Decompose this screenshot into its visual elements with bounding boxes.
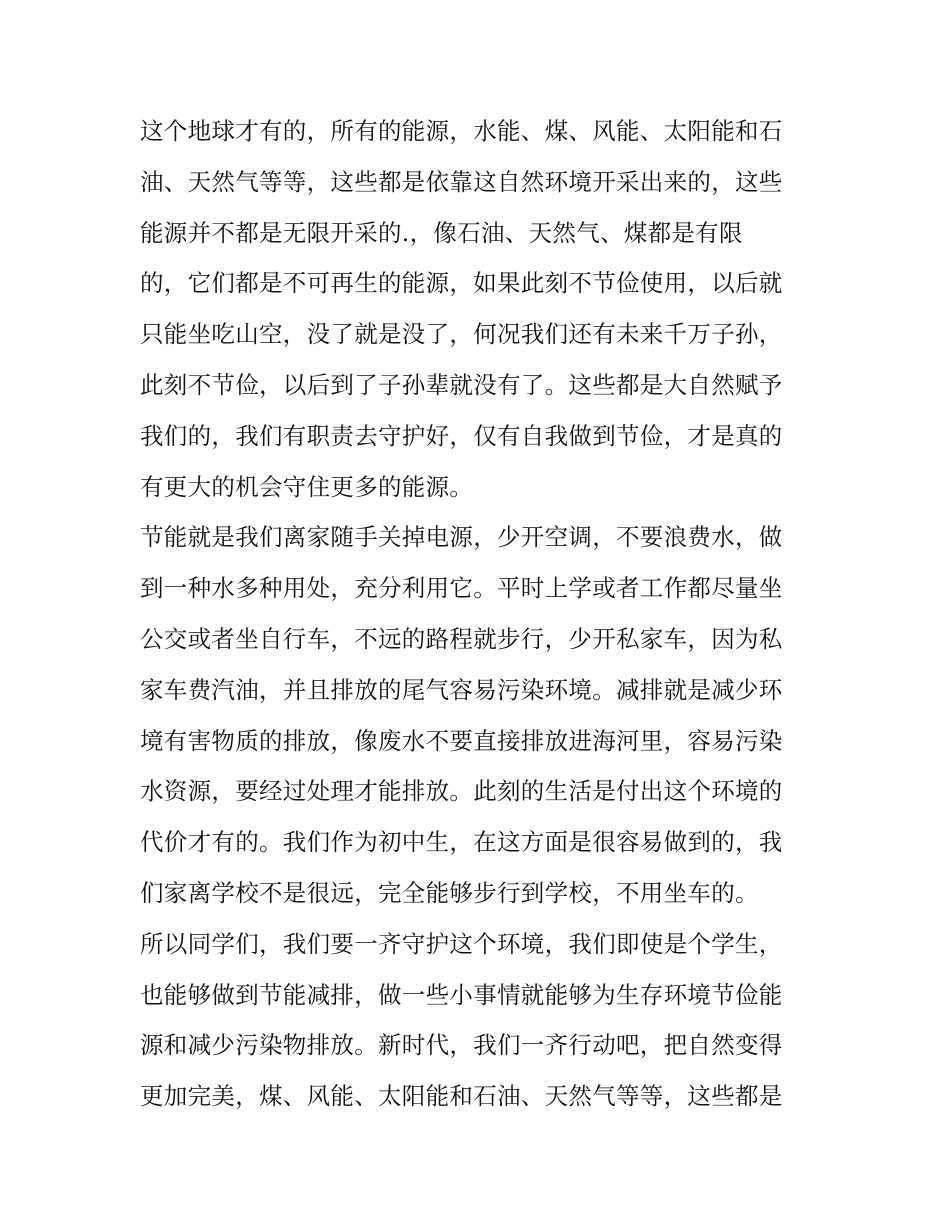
text-line: 家车费汽油，并且排放的尾气容易污染环境。减排就是减少环 xyxy=(140,675,783,704)
text-line: 公交或者坐自行车，不远的路程就步行，少开私家车，因为私 xyxy=(140,624,783,653)
text-line: 只能坐吃山空，没了就是没了，何况我们还有未来千万子孙， xyxy=(140,320,783,349)
text-line: 境有害物质的排放，像废水不要直接排放进海河里，容易污染 xyxy=(140,726,783,755)
text-line: 我们的，我们有职责去守护好，仅有自我做到节俭，才是真的 xyxy=(140,421,783,450)
text-line: 的，它们都是不可再生的能源，如果此刻不节俭使用，以后就 xyxy=(140,269,783,298)
text-line: 有更大的机会守住更多的能源。 xyxy=(140,472,474,501)
text-line: 更加完美，煤、风能、太阳能和石油、天然气等等，这些都是 xyxy=(140,1082,783,1111)
text-line: 也能够做到节能减排，做一些小事情就能够为生存环境节俭能 xyxy=(140,980,783,1009)
text-line: 水资源，要经过处理才能排放。此刻的生活是付出这个环境的 xyxy=(140,777,783,806)
text-line: 代价才有的。我们作为初中生，在这方面是很容易做到的，我 xyxy=(140,828,783,857)
text-line: 源和减少污染物排放。新时代，我们一齐行动吧，把自然变得 xyxy=(140,1031,783,1060)
text-line: 油、天然气等等，这些都是依靠这自然环境开采出来的，这些 xyxy=(140,167,783,196)
body-text xyxy=(140,106,820,1122)
text-line: 节能就是我们离家随手关掉电源，少开空调，不要浪费水，做 xyxy=(140,523,783,552)
text-line: 这个地球才有的，所有的能源，水能、煤、风能、太阳能和石 xyxy=(140,117,783,145)
text-line: 到一种水多种用处，充分利用它。平时上学或者工作都尽量坐 xyxy=(140,574,783,603)
text-line: 们家离学校不是很远，完全能够步行到学校，不用坐车的。 xyxy=(140,878,759,907)
text-line: 所以同学们，我们要一齐守护这个环境，我们即使是个学生， xyxy=(140,929,783,958)
text-line: 此刻不节俭，以后到了子孙辈就没有了。这些都是大自然赋予 xyxy=(140,370,783,399)
text-line: 能源并不都是无限开采的.，像石油、天然气、煤都是有限 xyxy=(140,218,743,247)
